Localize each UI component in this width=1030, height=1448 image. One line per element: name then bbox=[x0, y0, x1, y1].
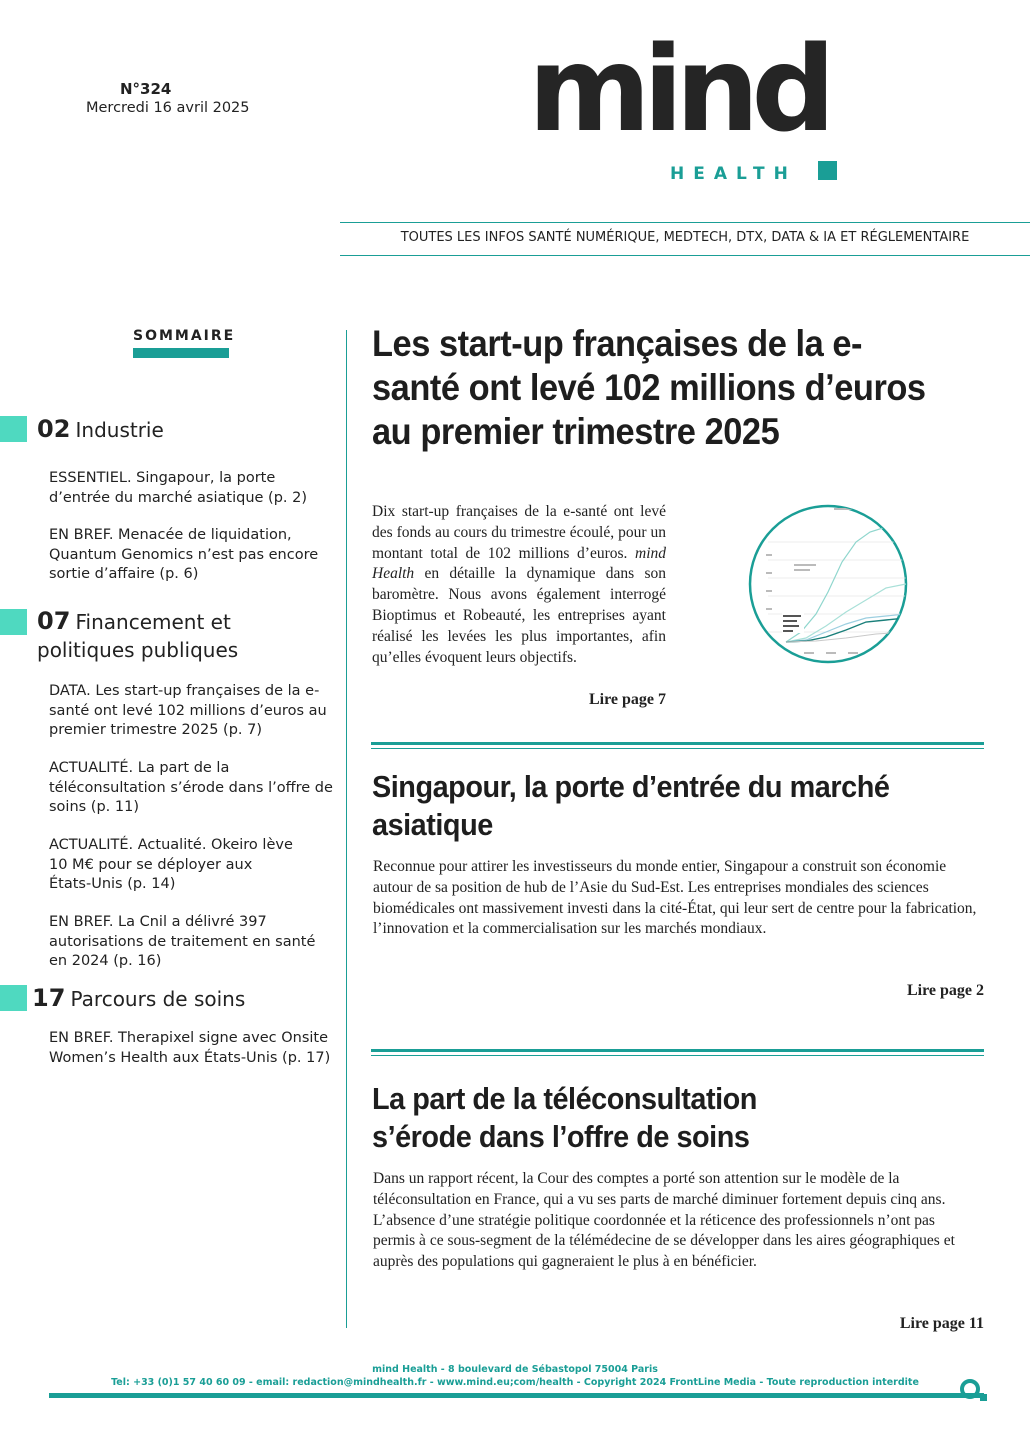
section-heading-industrie[interactable] bbox=[37, 415, 164, 443]
logo-mind: mind bbox=[528, 20, 828, 158]
sommaire-title: SOMMAIRE bbox=[133, 328, 236, 344]
section-title: Parcours de soins bbox=[70, 987, 246, 1011]
section-number: 17 bbox=[32, 984, 66, 1012]
article-lead: Dans un rapport récent, la Cour des comptes a porté son attention sur le modèle de la téléconsultation en France, qui a vu ses parts de marché diminuer fortement depuis cinq ans. L’absence d’une stratégie politique coordonnée et la réticence des professionnels n’ont pas permis à ce sous-segment de la télémédecine de se développer dans les aires géographiques et auprès des populations qui gagneraient le plus à en bénéficier. bbox=[373, 1170, 955, 1271]
section-marker bbox=[0, 609, 27, 635]
article-title[interactable]: Les start-up françaises de la e-santé ont levé 102 millions d’euros au premier trimestre 2025 bbox=[372, 323, 926, 452]
issue-date: Mercredi 16 avril 2025 bbox=[86, 100, 250, 116]
read-more-link[interactable]: Lire page 7 bbox=[588, 691, 666, 708]
issue-number: N°324 bbox=[120, 80, 172, 98]
section-title: Industrie bbox=[75, 418, 164, 442]
sommaire-item[interactable]: DATA. Les start-up françaises de la e-santé ont levé 102 millions d’euros au premier trimestre 2025 (p. 7) bbox=[49, 683, 327, 738]
article-title[interactable]: Singapour, la porte d’entrée du marché asiatique bbox=[372, 769, 890, 842]
section-number: 07 bbox=[37, 607, 71, 635]
sommaire-item[interactable]: ACTUALITÉ. Actualité. Okeiro lève 10 M€ pour se déployer aux États-Unis (p. 14) bbox=[49, 837, 293, 892]
read-more-link[interactable]: Lire page 11 bbox=[899, 1315, 984, 1332]
section-marker bbox=[0, 416, 27, 442]
sommaire-underline bbox=[133, 348, 229, 358]
brand-mark-icon bbox=[958, 1378, 990, 1402]
sommaire-item[interactable]: EN BREF. Therapixel signe avec Onsite Women’s Health aux États-Unis (p. 17) bbox=[49, 1030, 331, 1066]
chart-thumbnail bbox=[746, 502, 910, 666]
read-more-link[interactable]: Lire page 2 bbox=[906, 982, 984, 999]
logo-square bbox=[818, 161, 837, 180]
column-divider bbox=[346, 330, 347, 1328]
tagline: TOUTES LES INFOS SANTÉ NUMÉRIQUE, MEDTECH, DTX, DATA & IA ET RÉGLEMENTAIRE bbox=[400, 230, 970, 245]
footer-bar bbox=[49, 1393, 984, 1398]
sommaire-item[interactable]: EN BREF. Menacée de liquidation, Quantum Genomics n’est pas encore sortie d’affaire (p. 6) bbox=[49, 527, 319, 582]
thumbnail-frame bbox=[750, 506, 906, 662]
article-title[interactable]: La part de la téléconsultation s’érode dans l’offre de soins bbox=[372, 1081, 757, 1154]
sommaire-item[interactable]: ACTUALITÉ. La part de la téléconsultation s’érode dans l’offre de soins (p. 11) bbox=[49, 760, 333, 815]
section-title: Financement et bbox=[75, 610, 231, 634]
article-lead: Dix start-up françaises de la e-santé ont levé des fonds au cours du trimestre écoulé, pour un montant total de 102 millions d’euros. mind Health en détaille la dynamique dans son baromètre. Nous avons également interrogé Bioptimus et Robeauté, les entreprises ayant réalisé les levées les plus importantes, afin qu’elles évoquent leurs objectifs. bbox=[372, 503, 666, 666]
section-number: 02 bbox=[37, 415, 71, 443]
article-lead: Reconnue pour attirer les investisseurs du monde entier, Singapour a construit son économie autour de sa position de hub de l’Asie du Sud-Est. Les entreprises mondiales des sciences biomédicales ont massivement investi dans la cité-État, qui leur sert de centre pour la fabrication, l’innovation et la commercialisation sur les marchés mondiaux. bbox=[373, 858, 977, 938]
section-title: politiques publiques bbox=[37, 638, 239, 662]
footer-address: mind Health - 8 boulevard de Sébastopol 75004 Paris bbox=[372, 1364, 658, 1375]
section-marker bbox=[0, 985, 27, 1011]
logo-health: HEALTH bbox=[670, 164, 797, 184]
article-separator bbox=[371, 742, 984, 749]
section-heading-financement[interactable] bbox=[37, 608, 238, 665]
section-heading-parcours[interactable] bbox=[32, 984, 245, 1012]
footer-contact: Tel: +33 (0)1 57 40 60 09 - email: redaction@mindhealth.fr - www.mind.eu;com/health - Copyright 2024 FrontLine Media - Toute reproduction interdite bbox=[111, 1377, 919, 1388]
article-separator bbox=[371, 1049, 984, 1056]
sommaire-item[interactable]: EN BREF. La Cnil a délivré 397 autorisations de traitement en santé en 2024 (p. 16) bbox=[49, 914, 316, 969]
sommaire-item[interactable]: ESSENTIEL. Singapour, la porte d’entrée du marché asiatique (p. 2) bbox=[49, 470, 308, 506]
